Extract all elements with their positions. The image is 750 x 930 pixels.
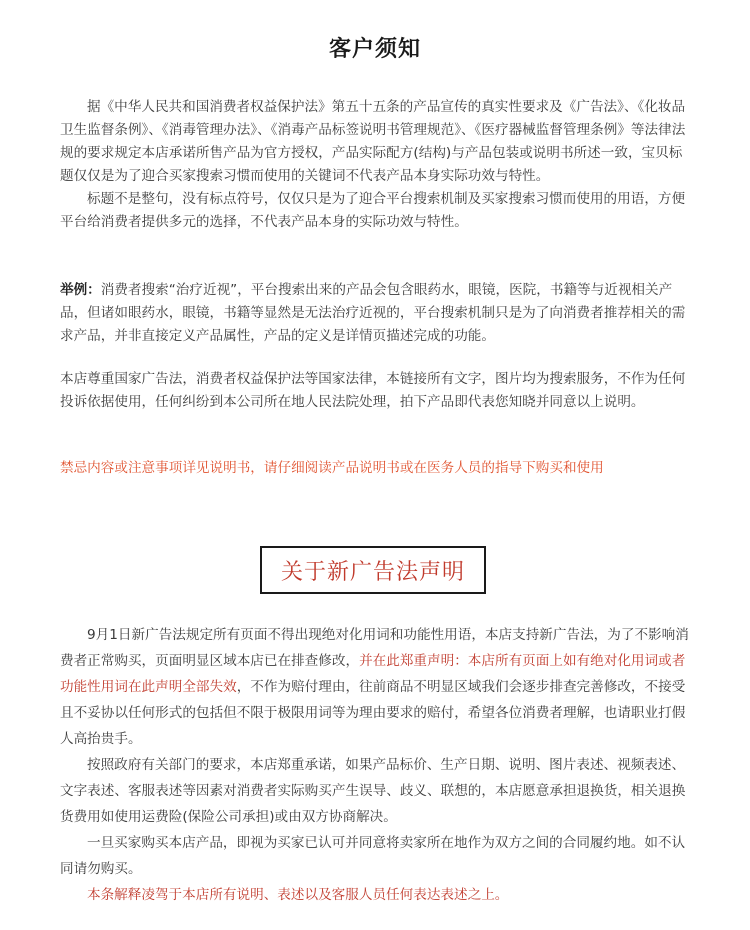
example-label: 举例： <box>60 282 101 298</box>
notice-paragraph-2: 标题不是整句，没有标点符号，仅仅只是为了迎合平台搜索机制及买家搜索习惯而使用的用语，方便平台给消费者提供多元的选择，不代表产品本身的实际功效与特性。 <box>60 191 686 230</box>
notice-paragraph-1: 据《中华人民共和国消费者权益保护法》第五十五条的产品宣传的真实性要求及《广告法》、《化妆品卫生监督条例》、《消毒管理办法》、《消毒产品标签说明书管理规范》、《医疗器械监督管理条例》等法律法规的要求规定本店承诺所售产品为官方授权，产品实际配方(结构)与产品包装或说明书所述一致，宝贝标题仅仅是为了迎合买家搜索习惯而使用的关键词不代表产品本身实际功效与特性。 <box>60 99 686 184</box>
statement-title-box <box>260 546 486 594</box>
statement-p1-end: ，不作为赔付理由，往前商品不明显区域我们会逐步排查完善修改，不接受且不妥协以任何形式的包括但不限于极限用词等为理由要求的赔付，希望各位消费者理解，也请职业打假人高抬贵手。 <box>60 679 686 747</box>
statement-paragraph-1 <box>60 622 694 752</box>
notice-section <box>60 96 694 234</box>
statement-paragraph-4: 本条解释凌驾于本店所有说明、表述以及客服人员任何表达表述之上。 <box>87 887 509 903</box>
warning-text: 禁忌内容或注意事项详见说明书，请仔细阅读产品说明书或在医务人员的指导下购买和使用 <box>60 460 604 476</box>
notice-title: 客户须知 <box>328 37 421 62</box>
statement-p1-start: 9月1日新广告法规定所有页面不得出现绝对化用词和功能性用语，本店支持新广告法，为了不影响消费者正常购买，页面明显区域本店已在排查修改， <box>60 627 689 669</box>
statement-paragraph-3: 一旦买家购买本店产品，即视为买家已认可并同意将卖家所在地作为双方之间的合同履约地。如不认同请勿购买。 <box>60 835 686 877</box>
law-paragraph: 本店尊重国家广告法，消费者权益保护法等国家法律，本链接所有文字，图片均为搜索服务，不作为任何投诉依据使用，任何纠纷到本公司所在地人民法院处理，拍下产品即代表您知晓并同意以上说明。 <box>60 371 686 410</box>
example-paragraph <box>60 279 694 348</box>
example-text: 消费者搜索“治疗近视”，平台搜索出来的产品会包含眼药水，眼镜，医院，书籍等与近视相关产品，但诸如眼药水，眼镜，书籍等显然是无法治疗近视的，平台搜索机制只是为了向消费者推荐相关的需求产品，并非直接定义产品属性，产品的定义是详情页描述完成的功能。 <box>60 282 686 344</box>
statement-title: 关于新广告法声明 <box>280 559 465 585</box>
law-section <box>60 368 694 414</box>
example-section <box>60 279 694 348</box>
statement-paragraph-2: 按照政府有关部门的要求，本店郑重承诺，如果产品标价、生产日期、说明、图片表述、视频表述、文字表述、客服表述等因素对消费者实际购买产生误导、歧义、联想的，本店愿意承担退换货，相关退换货费用如使用运费险(保险公司承担)或由双方协商解决。 <box>60 757 686 825</box>
statement-p1-highlight: 并在此郑重声明：本店所有页面上如有绝对化用词或者功能性用词在此声明全部失效 <box>60 653 686 695</box>
statement-section <box>60 622 694 908</box>
